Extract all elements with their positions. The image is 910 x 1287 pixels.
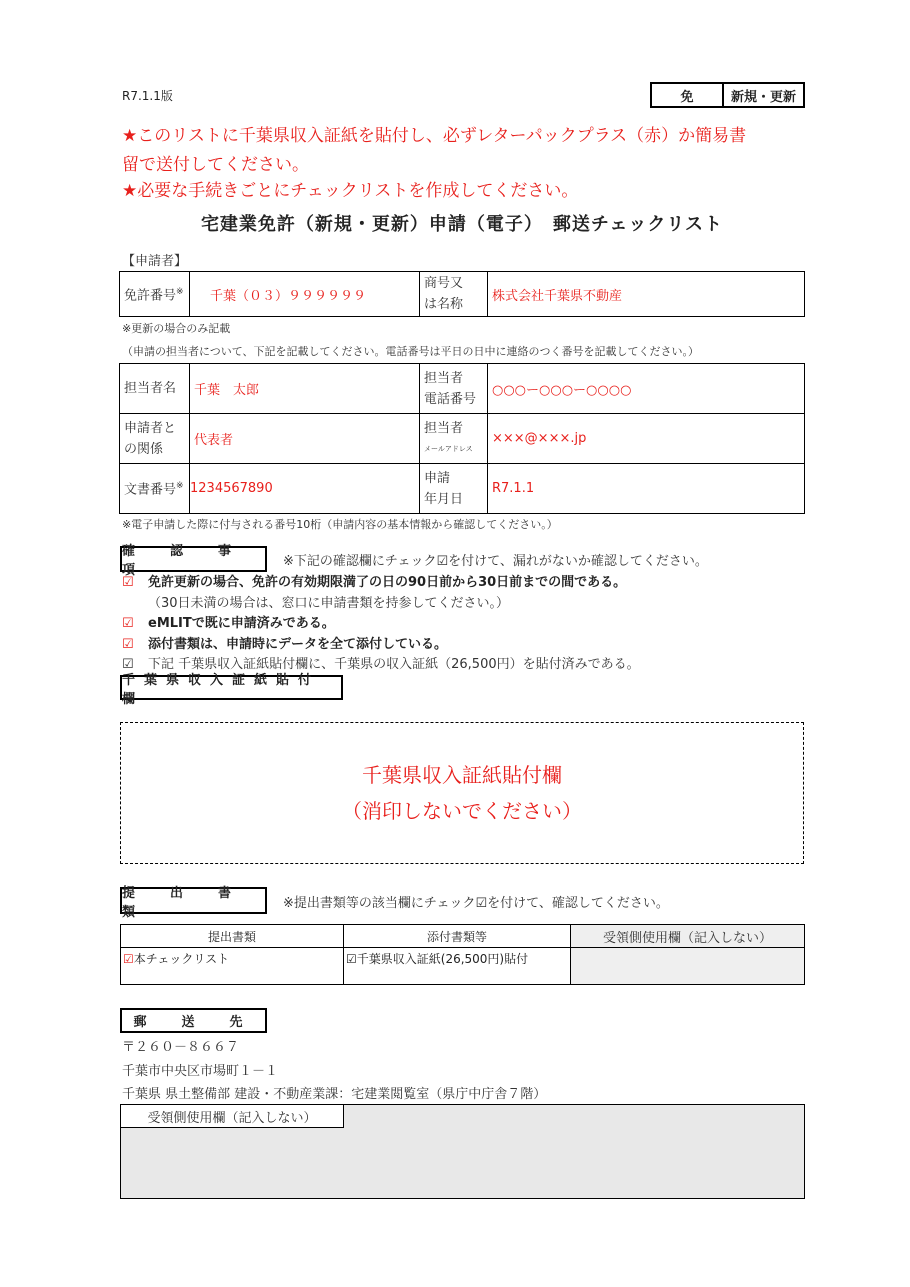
applicant-section-label: 【申請者】 — [122, 254, 188, 269]
trade-name-label-1: 商号又 — [424, 276, 464, 291]
license-type: 新規・更新 — [730, 89, 796, 105]
attached-doc-cell: ☑千葉県収入証紙(26,500円)貼付 — [344, 948, 571, 985]
confirm-item-text: 添付書類は、申請時にデータを全て添付している。 — [148, 637, 448, 652]
receipt-label: 受領側使用欄（記入しない） — [121, 1105, 344, 1128]
license-no-mark: ※ — [176, 286, 184, 297]
checkbox-icon[interactable]: ☑ — [122, 616, 134, 631]
relation-value: 代表者 — [190, 414, 420, 464]
documents-header-submitted: 提出書類 — [121, 925, 344, 948]
applicant-license-table — [119, 271, 805, 317]
checkbox-icon[interactable]: ☑ — [123, 952, 134, 966]
mailing-office: 千葉県 県土整備部 建設・不動産業課：宅建業閲覧室（県庁中庁舎７階） — [122, 1087, 547, 1102]
phone-label-2: 電話番号 — [424, 391, 477, 407]
confirm-section-label: 確 認 事 項 — [122, 544, 267, 578]
license-type-box — [650, 82, 805, 108]
person-label: 担当者名 — [120, 364, 190, 414]
confirm-item-2 — [122, 592, 509, 611]
mailing-address: 千葉市中央区市場町１－１ — [122, 1064, 279, 1079]
version-label: R7.1.1版 — [122, 89, 173, 103]
confirm-item-1 — [122, 571, 626, 590]
documents-instruction: ※提出書類等の該当欄にチェック☑を付けて、確認してください。 — [283, 896, 669, 911]
doc-no-label: 文書番号 — [124, 482, 177, 498]
revenue-stamp-area — [120, 722, 804, 864]
doc-no-value: 1234567890 — [190, 464, 420, 514]
checkbox-icon[interactable]: ☑ — [122, 575, 134, 590]
date-label-2: 年月日 — [424, 491, 464, 507]
notice-line-1: ★このリストに千葉県収入証紙を貼付し、必ずレターパックプラス（赤）か簡易書 — [122, 126, 747, 146]
confirm-item-text: 免許更新の場合、免許の有効期限満了の日の90日前から30日前までの間である。 — [148, 575, 627, 590]
documents-table — [120, 924, 805, 985]
contact-note: （申請の担当者について、下記を記載してください。電話番号は平日の日中に連絡のつく番号を記載してください。） — [122, 345, 700, 358]
confirm-item-3 — [122, 612, 335, 631]
trade-name-label — [420, 272, 488, 317]
confirm-item-text: 下記 千葉県収入証紙貼付欄に、千葉県の収入証紙（26,500円）を貼付済みである。 — [148, 657, 640, 672]
date-label — [420, 464, 488, 514]
date-value: R7.1.1 — [488, 464, 805, 514]
phone-label — [420, 364, 488, 414]
postal-code: 〒２６０－８６６７ — [122, 1040, 240, 1055]
submitted-doc-cell — [121, 948, 344, 985]
relation-label-1: 申請者と — [124, 420, 177, 436]
email-label-1: 担当者 — [424, 420, 464, 436]
receipt-use-cell — [571, 948, 805, 985]
stamp-area-note: （消印しないでください） — [342, 799, 582, 823]
notice-line-3: ★必要な手続きごとにチェックリストを作成してください。 — [122, 181, 579, 201]
documents-header-attached: 添付書類等 — [344, 925, 571, 948]
relation-label-2: の関係 — [124, 441, 164, 457]
trade-name-label-2: は名称 — [424, 297, 464, 312]
trade-name-value: 株式会社千葉県不動産 — [488, 272, 805, 317]
stamp-area-title: 千葉県収入証紙貼付欄 — [362, 763, 562, 787]
phone-value: ○○○ー○○○ー○○○○ — [488, 364, 805, 414]
confirm-item-text: eMLITで既に申請済みである。 — [148, 616, 335, 631]
license-no-label: 免許番号 — [124, 288, 177, 304]
submitted-doc-text: 本チェックリスト — [133, 952, 230, 966]
confirm-item-text: （30日未満の場合は、窓口に申請書類を持参してください。） — [148, 596, 510, 611]
license-no-value: 千葉（０３）９９９９９９ — [190, 272, 420, 317]
email-label — [420, 414, 488, 464]
phone-label-1: 担当者 — [424, 370, 464, 386]
page-title: 宅建業免許（新規・更新）申請（電子） 郵送チェックリスト — [200, 214, 724, 235]
license-no-label-cell — [120, 272, 190, 317]
stamp-section-label: 千葉県収入証紙貼付欄 — [120, 675, 343, 700]
email-value: ×××@×××.jp — [488, 414, 805, 464]
person-value: 千葉 太郎 — [190, 364, 420, 414]
mailing-section-label: 郵 送 先 — [120, 1008, 267, 1033]
documents-section-label: 提 出 書 類 — [122, 885, 267, 920]
doc-no-mark: ※ — [176, 481, 184, 492]
confirm-item-4 — [122, 633, 447, 652]
doc-no-note: ※電子申請した際に付与される番号10桁（申請内容の基本情報から確認してください。） — [122, 518, 558, 531]
receipt-area — [120, 1104, 805, 1199]
date-label-1: 申請 — [424, 470, 451, 486]
checkbox-icon[interactable]: ☑ — [122, 637, 134, 652]
contact-table — [119, 363, 805, 514]
relation-label — [120, 414, 190, 464]
confirm-instruction: ※下記の確認欄にチェック☑を付けて、漏れがないか確認してください。 — [283, 554, 708, 569]
notice-line-2: 留で送付してください。 — [122, 155, 309, 175]
checkbox-icon[interactable]: ☑ — [122, 657, 134, 672]
renewal-note: ※更新の場合のみ記載 — [122, 322, 231, 335]
documents-header-receipt: 受領側使用欄（記入しない） — [571, 925, 805, 948]
doc-no-label-cell — [120, 464, 190, 514]
email-label-2: メールアドレス — [424, 444, 473, 453]
license-label: 免 — [652, 84, 724, 106]
